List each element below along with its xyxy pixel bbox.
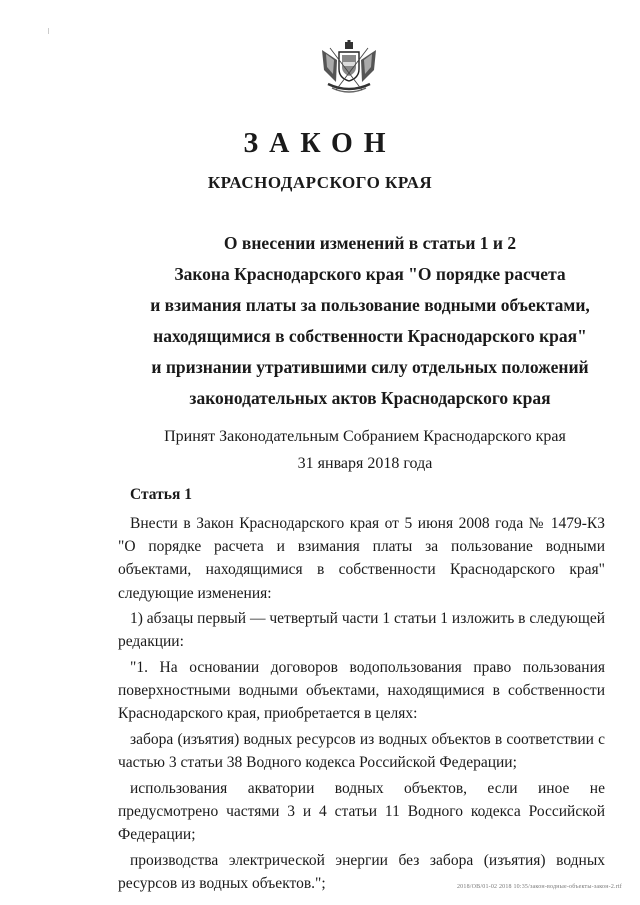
subject-line: Закона Краснодарского края "О порядке расчета xyxy=(174,264,566,284)
article-paragraph: производства электрической энергии без забора (изъятия) водных ресурсов из водных объектов."; xyxy=(118,851,605,892)
adopted-date: 31 января 2018 года xyxy=(297,455,433,472)
law-title: ЗАКОН xyxy=(243,128,397,159)
subject-line: законодательных актов Краснодарского края xyxy=(189,388,551,408)
subject-line: и взимания платы за пользование водными объектами, xyxy=(150,295,590,315)
scan-mark xyxy=(48,28,49,34)
region-name: КРАСНОДАРСКОГО КРАЯ xyxy=(207,173,433,192)
coat-of-arms-icon xyxy=(318,40,380,96)
article-heading: Статья 1 xyxy=(130,486,192,503)
file-stamp: 2018/ОВ/01-02 2018 10:35/закон-водные-объекты-закон-2.rtf xyxy=(456,884,622,890)
article-paragraph: "1. На основании договоров водопользования право пользования поверхностными водными объектами, находящимися в собственности Краснодарского края, приобретается в целях: xyxy=(118,659,605,723)
article-paragraph: использования акватории водных объектов, если иное не предусмотрено частями 3 и 4 статьи 11 Водного кодекса Российской Федерации; xyxy=(118,779,605,844)
article-paragraph: забора (изъятия) водных ресурсов из водных объектов в соответствии с частью 3 статьи 38 Водного кодекса Российской Федерации; xyxy=(118,731,605,772)
subject-line: О внесении изменений в статьи 1 и 2 xyxy=(223,233,517,253)
article-paragraph: Внести в Закон Краснодарского края от 5 июня 2008 года № 1479-КЗ "О порядке расчета и взимания платы за пользование водными объектами, находящимися в собственности Краснодарского края" следующие изменения: xyxy=(118,515,605,602)
subject-line: находящимися в собственности Краснодарского края" xyxy=(153,326,587,346)
article-body xyxy=(118,512,605,898)
law-subject xyxy=(150,228,590,414)
article-paragraph: 1) абзацы первый — четвертый части 1 статьи 1 изложить в следующей редакции: xyxy=(118,610,605,651)
adoption-note xyxy=(145,423,585,477)
subject-line: и признании утратившими силу отдельных положений xyxy=(151,357,589,377)
adopted-by: Принят Законодательным Собранием Краснодарского края xyxy=(164,428,566,445)
